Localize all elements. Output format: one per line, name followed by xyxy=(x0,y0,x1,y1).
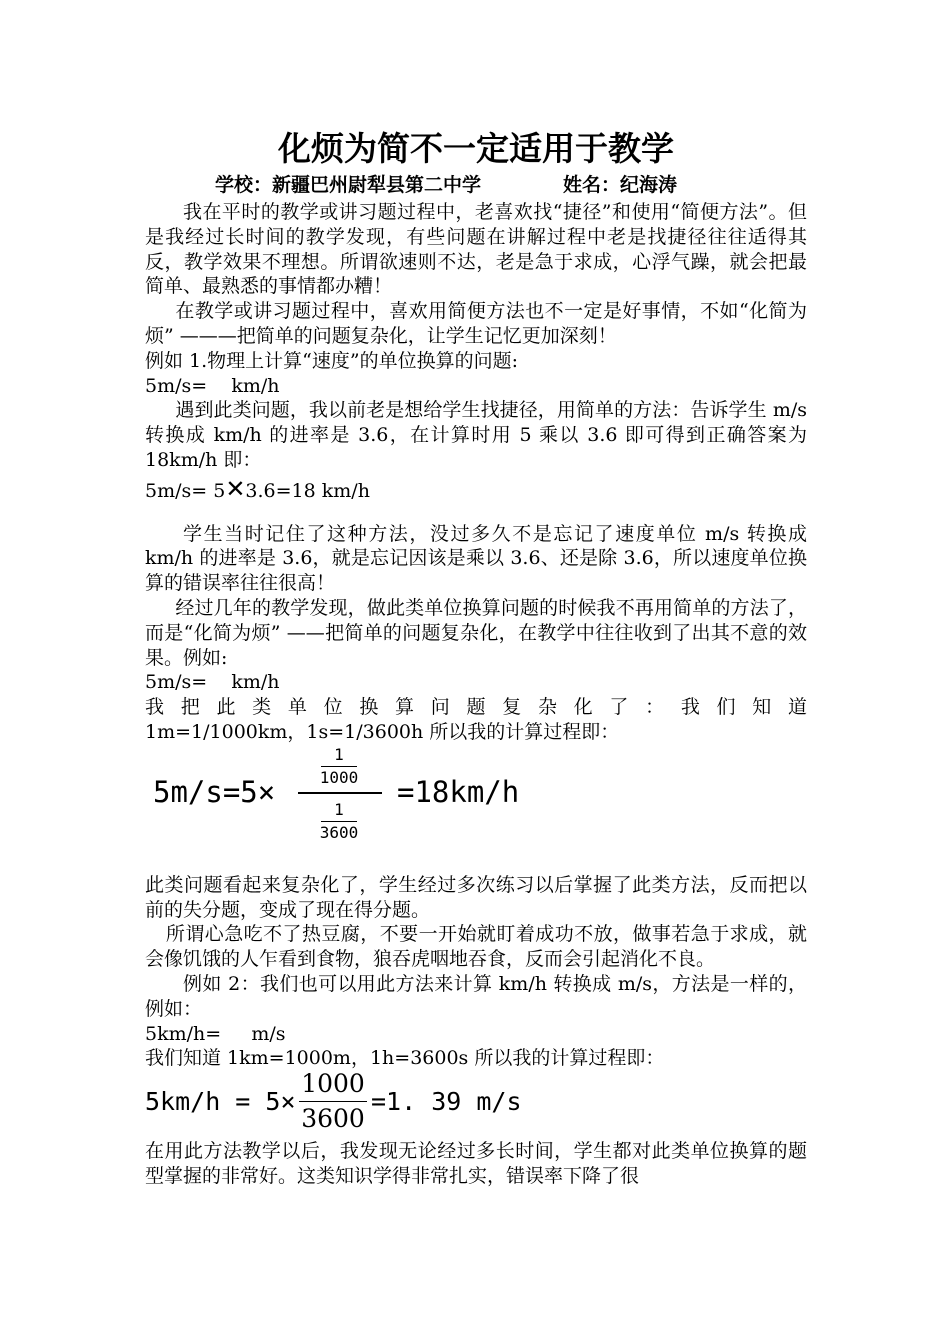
equation-3-numerator: 1000 xyxy=(301,1069,365,1099)
equation-1-left: 5m/s= 5 xyxy=(145,479,226,502)
question-3: 5km/h= m/s xyxy=(145,1022,286,1045)
equation-1 xyxy=(145,474,807,504)
school-label: 学校：新疆巴州尉犁县第二中学 xyxy=(215,174,482,196)
equation-2-left: 5m/s=5× xyxy=(153,774,276,809)
numerator-bottom: 1000 xyxy=(319,767,359,787)
question-1: 5m/s= km/h xyxy=(145,374,280,397)
author-label: 姓名：纪海涛 xyxy=(563,174,678,196)
times-sign: ✕ xyxy=(225,474,246,503)
denominator-bottom: 3600 xyxy=(319,822,359,842)
paragraph-5: 学生当时记住了这种方法，没过多久不是忘记了速度单位 m/s 转换成 km/h 的进率是 3.6，就是忘记因该是乘以 3.6、还是除 3.6，所以速度单位换算的错误率往往很高！ xyxy=(145,522,807,595)
paragraph-7-line-1: 我 把 此 类 单 位 换 算 问 题 复 杂 化 了 ： 我 们 知 道 xyxy=(145,696,807,719)
equation-1-right: 3.6=18 km/h xyxy=(245,479,370,502)
numerator-top: 1 xyxy=(334,744,344,764)
paragraph-6: 经过几年的教学发现，做此类单位换算问题的时候我不再用简单的方法了，而是“化简为烦” ——把简单的问题复杂化，在教学中往往收到了出其不意的效果。例如: xyxy=(145,596,807,669)
byline xyxy=(145,172,807,198)
example-1-heading: 例如 1.物理上计算“速度”的单位换算的问题: xyxy=(145,349,518,372)
denominator-fraction xyxy=(313,800,365,843)
paragraph-7-line-2: 1m=1/1000km，1s=1/3600h 所以我的计算过程即： xyxy=(145,720,620,743)
paragraph-12: 在用此方法教学以后，我发现无论经过多长时间，学生都对此类单位换算的题型掌握的非常好。这类知识学得非常扎实，错误率下降了很 xyxy=(145,1140,807,1187)
equation-3-result: =1. 39 m/s xyxy=(371,1087,522,1117)
paragraph-9: 所谓心急吃不了热豆腐，不要一开始就盯着成功不放，做事若急于求成，就会像饥饿的人乍看到食物，狼吞虎咽地吞食，反而会引起消化不良。 xyxy=(145,923,807,971)
denominator-top: 1 xyxy=(334,799,344,819)
numerator-fraction xyxy=(313,745,365,788)
document-title: 化烦为简不一定适用于教学 xyxy=(278,129,674,168)
paragraph-11: 我们知道 1km=1000m，1h=3600s 所以我的计算过程即： xyxy=(145,1047,665,1070)
question-2: 5m/s= km/h xyxy=(145,671,280,694)
equation-3-denominator: 3600 xyxy=(301,1104,365,1134)
paragraph-2: 在教学或讲习题过程中，喜欢用简便方法也不一定是好事情，不如“化简为烦” ———把简单的问题复杂化，让学生记忆更加深刻！ xyxy=(145,300,807,347)
equation-3 xyxy=(145,1071,807,1139)
paragraph-8: 此类问题看起来复杂化了，学生经过多次练习以后掌握了此类方法，反而把以前的失分题，变成了现在得分题。 xyxy=(145,873,807,921)
equation-2 xyxy=(145,745,807,855)
paragraph-4: 遇到此类问题，我以前老是想给学生找捷径，用简单的方法：告诉学生 m/s 转换成 km/h 的进率是 3.6，在计算时用 5 乘以 3.6 即可得到正确答案为 18km/h 即： xyxy=(145,399,807,471)
equation-3-left: 5km/h = 5× xyxy=(145,1087,296,1117)
paragraph-intro: 我在平时的教学或讲习题过程中，老喜欢找“捷径”和使用“简便方法”。但是我经过长时间的教学发现，有些问题在讲解过程中老是找捷径往往适得其反，教学效果不理想。所谓欲速则不达，老是急于求成，心浮气躁，就会把最简单、最熟悉的事情都办糟！ xyxy=(145,201,807,298)
document-page xyxy=(145,126,807,1189)
paragraph-10: 例如 2：我们也可以用此方法来计算 km/h 转换成 m/s，方法是一样的，例如： xyxy=(145,972,807,1020)
equation-2-result: =18km/h xyxy=(397,774,520,809)
